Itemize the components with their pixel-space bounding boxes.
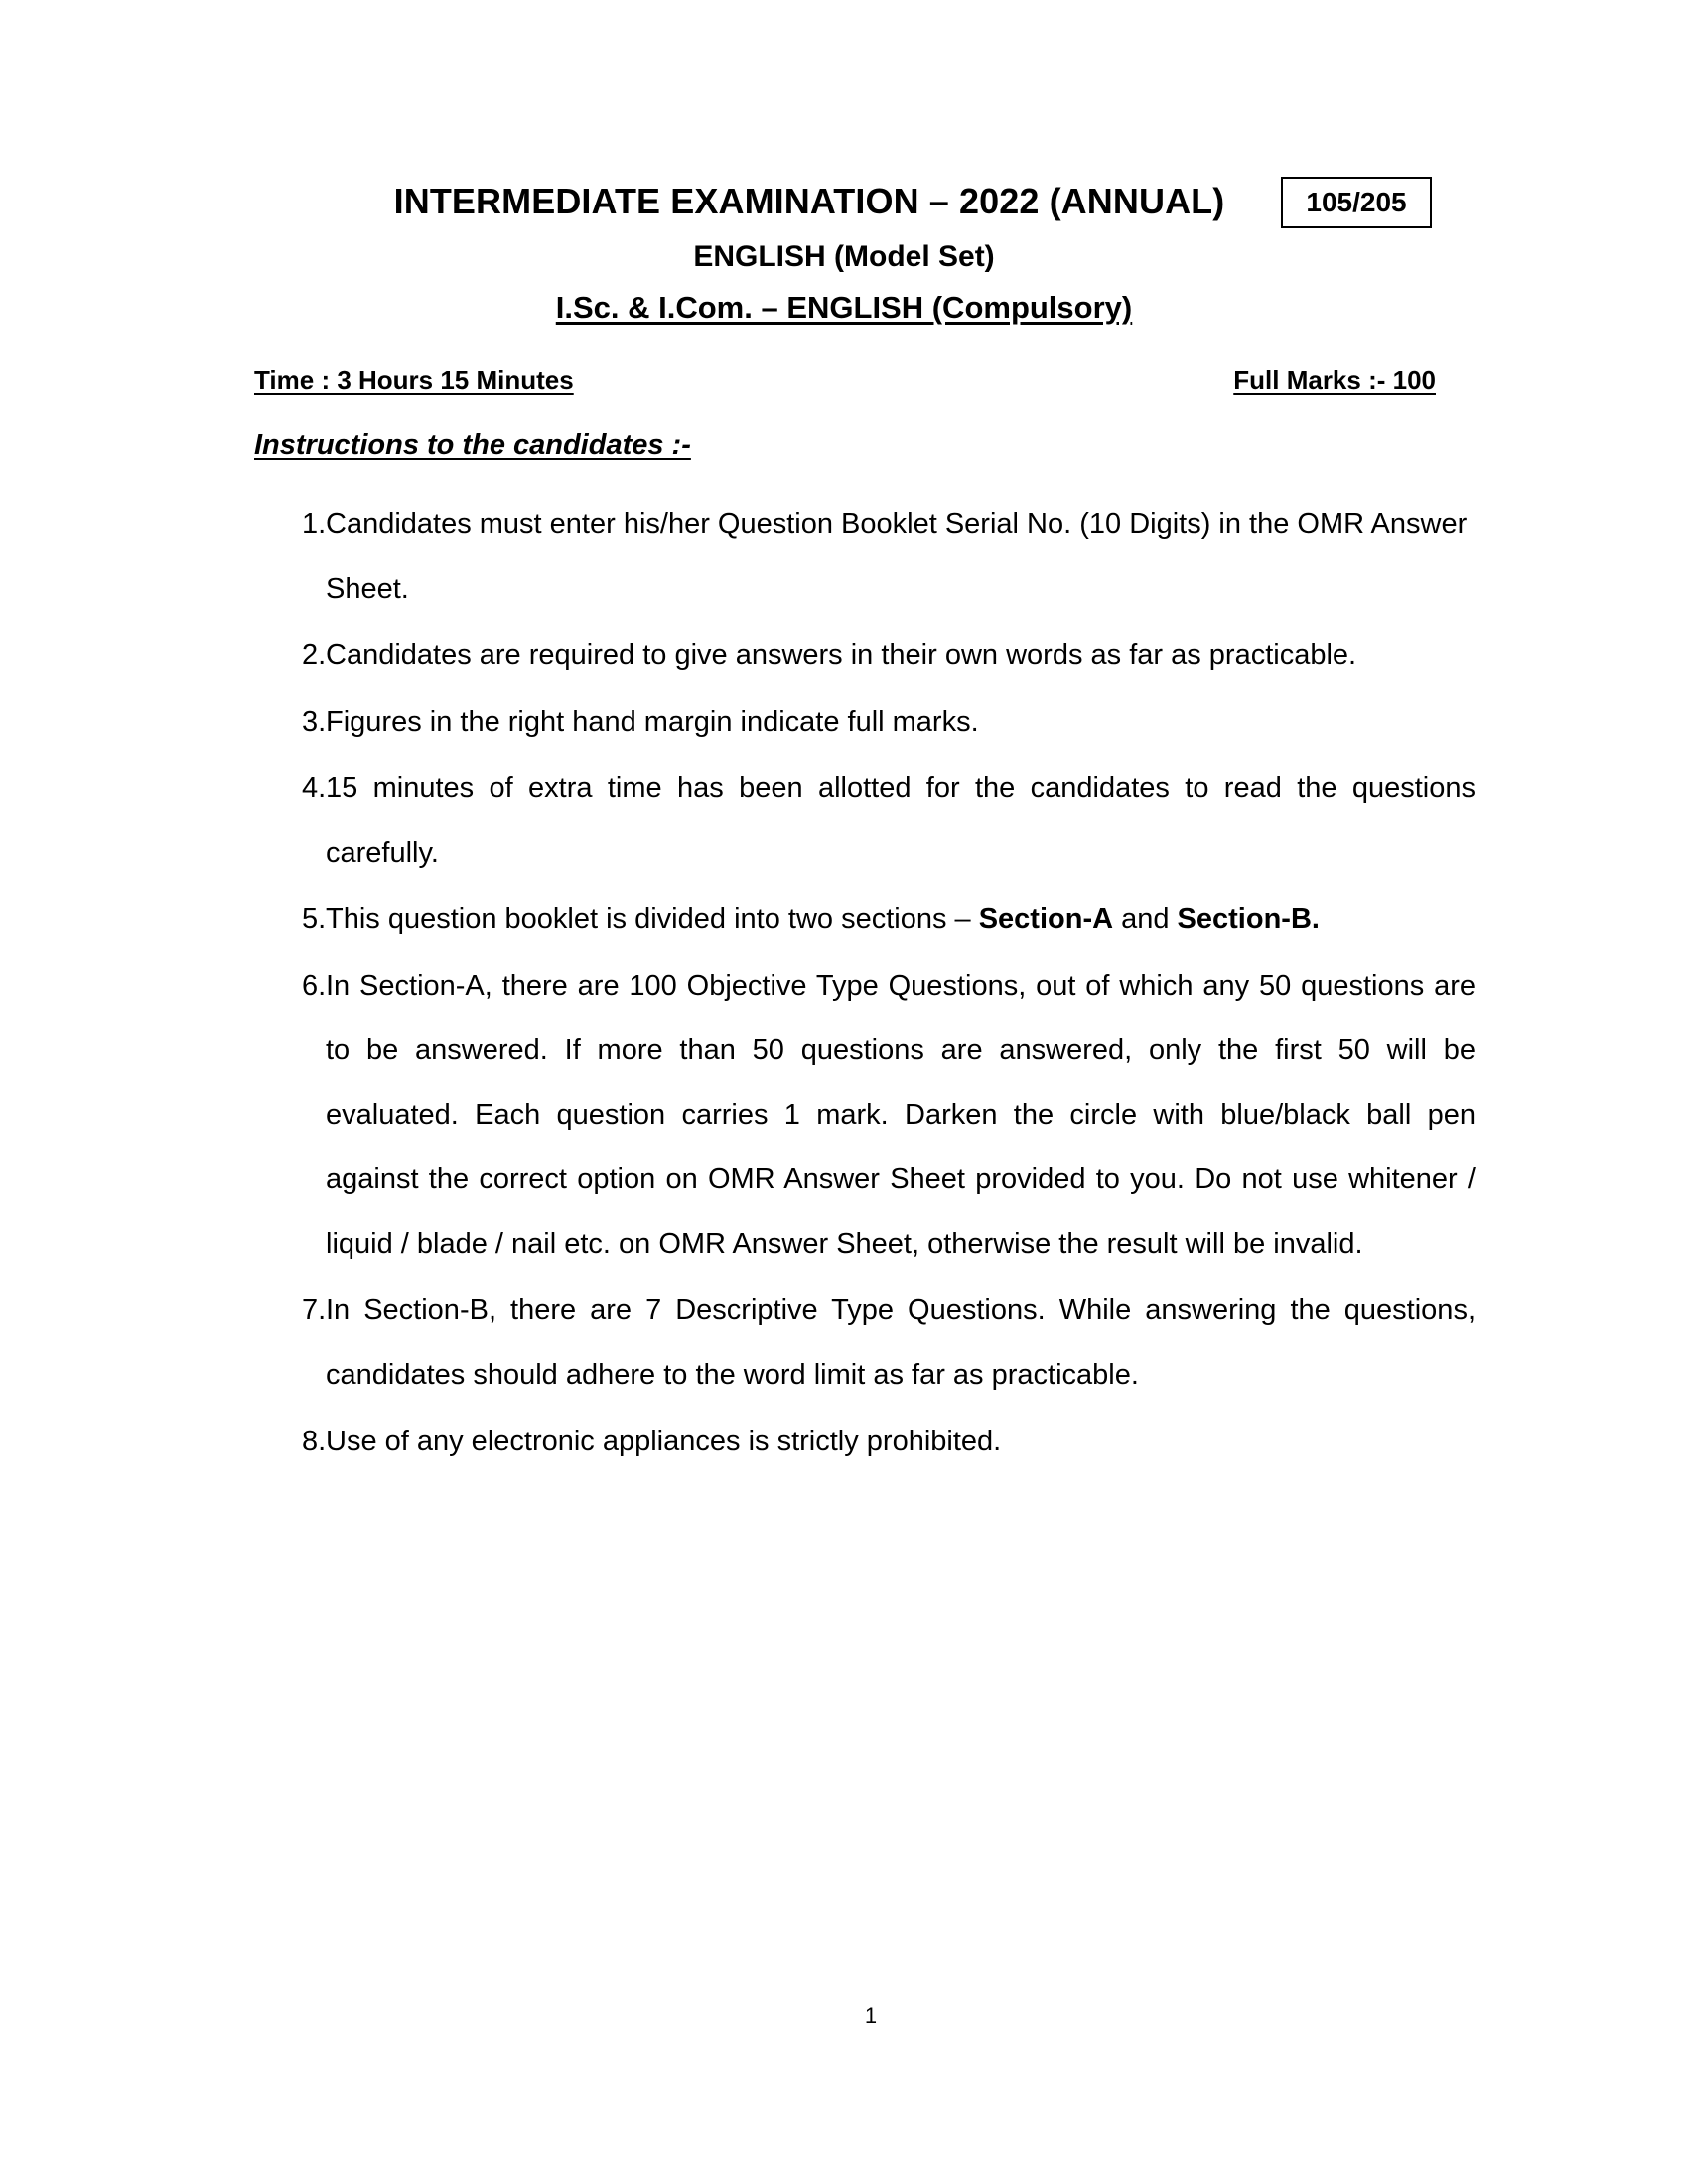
paper-code-value: 105/205 <box>1306 187 1407 217</box>
instruction-item <box>254 756 1476 886</box>
instruction-text: Candidates must enter his/her Question Booklet Serial No. (10 Digits) in the OMR Answer Sheet. <box>326 508 1468 605</box>
exam-meta-row <box>254 365 1436 396</box>
instruction-number: 7. <box>302 1295 327 1326</box>
full-marks: Full Marks :- 100 <box>1233 365 1436 395</box>
instruction-text: 15 minutes of extra time has been allotted for the candidates to read the questions carefully. <box>326 772 1476 869</box>
title-row-subject <box>0 240 1688 274</box>
instruction-text: In Section-A, there are 100 Objective Type Questions, out of which any 50 questions are to be answered. If more than 50 questions are answered, only the first 50 will be evaluated. Each question carries 1 mark. Darken the circle with blue/black ball pen against the correct option on OMR Answer Sheet provided to you. Do not use whitener / liquid / blade / nail etc. on OMR Answer Sheet, otherwise the result will be invalid. <box>326 970 1476 1260</box>
instruction-text: Use of any electronic appliances is strictly prohibited. <box>326 1426 1002 1457</box>
instruction-text-part: and <box>1113 903 1178 935</box>
instruction-item <box>254 954 1476 1277</box>
subject-title: ENGLISH (Model Set) <box>693 240 995 273</box>
page-number: 1 <box>864 2003 878 2028</box>
instruction-emphasis-section-a: Section-A <box>978 903 1114 935</box>
instruction-item <box>254 492 1476 621</box>
paper-code-box <box>1281 177 1432 228</box>
instruction-text <box>326 887 1476 952</box>
instruction-emphasis-section-b: Section-B. <box>1177 903 1320 935</box>
document-header <box>0 177 1688 326</box>
instruction-item <box>254 623 1476 688</box>
instruction-text-part: This question booklet is divided into two sections – <box>326 903 979 935</box>
title-row-stream <box>0 290 1688 326</box>
instructions-list <box>254 492 1476 1476</box>
instruction-number: 6. <box>302 970 327 1002</box>
instruction-text: In Section-B, there are 7 Descriptive Type Questions. While answering the questions, candidates should adhere to the word limit as far as practicable. <box>326 1295 1476 1391</box>
instruction-text: Figures in the right hand margin indicate full marks. <box>326 706 979 738</box>
exam-title: INTERMEDIATE EXAMINATION – 2022 (ANNUAL) <box>393 181 1225 221</box>
instruction-number: 3. <box>302 706 327 738</box>
instruction-number: 1. <box>302 508 327 540</box>
instruction-item <box>254 1279 1476 1408</box>
instruction-text: Candidates are required to give answers in their own words as far as practicable. <box>326 639 1357 671</box>
instruction-number: 5. <box>302 903 327 935</box>
instruction-item <box>254 887 1476 952</box>
time-allowed: Time : 3 Hours 15 Minutes <box>254 365 574 395</box>
title-row-primary <box>0 177 1688 228</box>
instructions-heading: Instructions to the candidates :- <box>254 429 691 461</box>
instruction-item <box>254 690 1476 754</box>
instruction-number: 4. <box>302 772 327 804</box>
stream-subject-title: I.Sc. & I.Com. – ENGLISH (Compulsory) <box>555 290 1133 325</box>
instruction-item <box>254 1410 1476 1474</box>
instruction-number: 8. <box>302 1426 327 1457</box>
instruction-number: 2. <box>302 639 327 671</box>
